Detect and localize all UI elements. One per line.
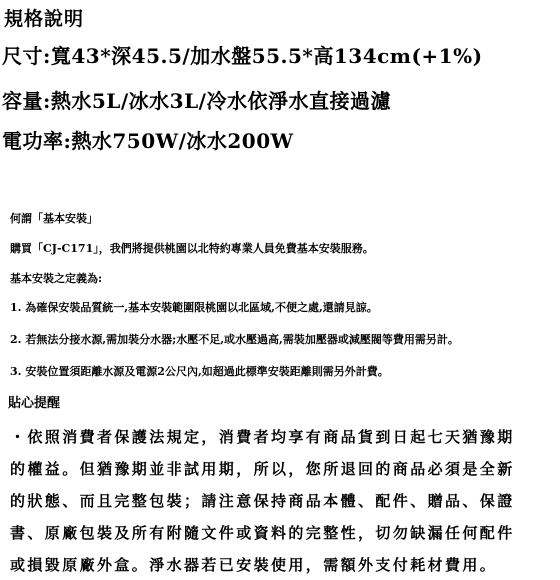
tips-line-2: 的權益。但猶豫期並非試用期，所以，您所退回的商品必須是全新 xyxy=(10,460,515,478)
tips-line-5: 或損毀原廠外盒。淨水器若已安裝使用，需額外支付耗材費用。 xyxy=(10,556,498,574)
tips-line-3: 的狀態、而且完整包裝；請注意保持商品本體、配件、贈品、保證 xyxy=(10,492,515,510)
spec-power: 電功率:熱水750W/冰水200W xyxy=(2,129,294,153)
spec-heading: 規格說明 xyxy=(4,8,85,30)
tips-line-1: ・依照消費者保護法規定，消費者均享有商品貨到日起七天猶豫期 xyxy=(10,428,515,446)
spec-size: 尺寸:寬43*深45.5/加水盤55.5*高134cm(+1%) xyxy=(2,44,483,68)
install-what-is: 何謂「基本安裝」 xyxy=(10,212,98,225)
install-definition-title: 基本安裝之定義為: xyxy=(10,272,103,285)
install-purchase-note: 購買「CJ-C171」，我們將提供桃園以北特約專業人員免費基本安裝服務。 xyxy=(10,242,374,255)
install-item-2: 2. 若無法分接水源,需加裝分水器;水壓不足,或水壓過高,需裝加壓器或減壓閥等費用需另計。 xyxy=(10,333,459,346)
install-item-1: 1. 為確保安裝品質統一,基本安裝範圍限桃園以北區域,不便之處,還請見諒。 xyxy=(10,301,378,314)
spec-capacity: 容量:熱水5L/冰水3L/冷水依淨水直接過濾 xyxy=(2,89,391,113)
install-item-3: 3. 安裝位置須距離水源及電源2公尺內,如超過此標準安裝距離則需另外計費。 xyxy=(10,365,389,378)
tips-line-4: 書、原廠包裝及所有附隨文件或資料的完整性，切勿缺漏任何配件 xyxy=(10,524,515,542)
tips-heading: 貼心提醒 xyxy=(8,396,61,411)
